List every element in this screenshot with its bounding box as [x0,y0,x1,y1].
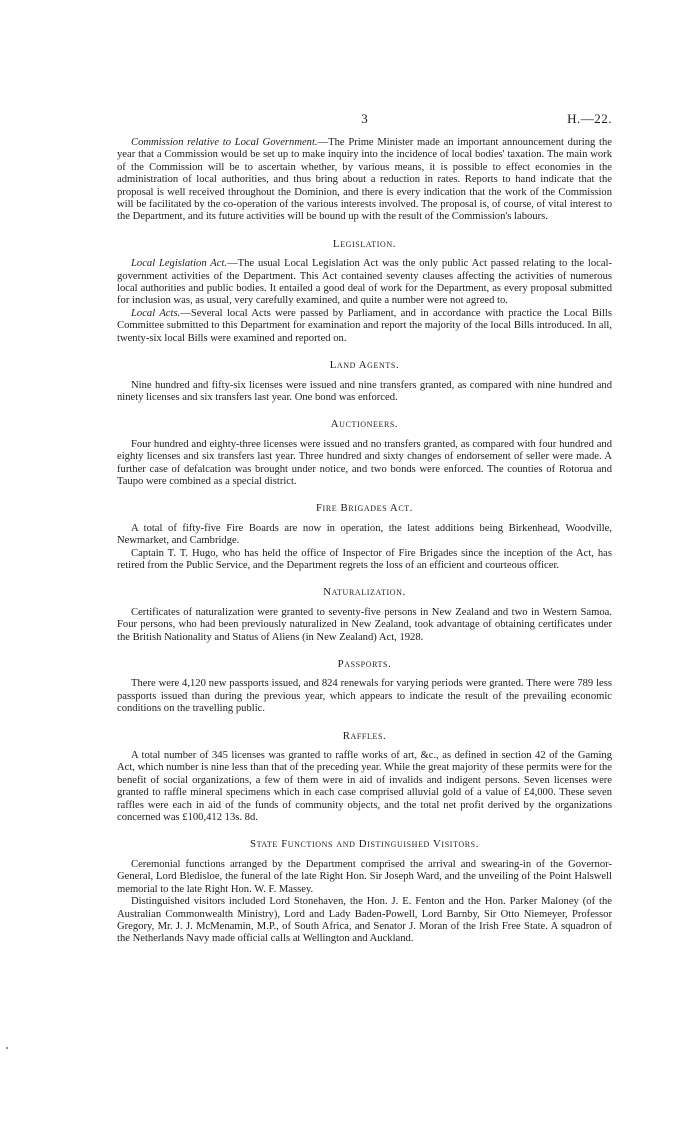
page-header [117,111,612,131]
naturalization-heading: Naturalization. [323,586,406,599]
local-legislation-text: —The usual Local Legislation Act was the only public Act passed relating to the local-government activities of the Department. This Act contained seventy clauses affecting the activities of numerous local authorities and public bodies. It entailed a good deal of work for the Department, as every proposal submitted for inclusion was, as usual, very carefully examined, and quite a number were not agreed to. [117,258,612,307]
state-functions-heading: State Functions and Distinguished Visitors. [249,838,480,851]
scan-speck [6,1047,8,1049]
state-functions-paragraph-2: Distinguished visitors included Lord Stonehaven, the Hon. J. E. Fenton and the Hon. Parker Maloney (of the Australian Commonwealth Ministry), Lord and Lady Baden-Powell, Lord Barnby, Sir Otto Niemeyer, Professor Gregory, Mr. J. J. McMenamin, M.P., of South Africa, and Senator J. Moran of the Irish Free State. A squadron of the Netherlands Navy made official calls at Wellington and Auckland. [117,896,612,945]
legislation-heading: Legislation. [332,237,397,250]
fire-brigades-heading: Fire Brigades Act. [315,502,414,515]
state-functions-paragraph-1: Ceremonial functions arranged by the Department comprised the arrival and swearing-in of the Governor-General, Lord Bledisloe, the funeral of the late Right Hon. Sir Joseph Ward, and the unveiling of the Point Halswell memorial to the late Right Hon. W. F. Massey. [117,858,612,895]
fire-brigades-paragraph-1: A total of fifty-five Fire Boards are now in operation, the latest additions being Birkenhead, Woodville, Newmarket, and Cambridge. [117,522,612,547]
local-acts-text: —Several local Acts were passed by Parliament, and in accordance with practice the Local Bills Committee submitted to this Department for examination and report the majority of the local Bills introduced. In all, twenty-six local Bills were examined and reported on. [117,307,612,344]
auctioneers-paragraph: Four hundred and eighty-three licenses were issued and no transfers granted, as compared with four hundred and eighty licenses and six transfers last year. Three hundred and sixty changes of endorsement of seller were made. A further case of defalcation was brought under notice, and two bonds were enforced. The counties of Rotorua and Taupo were combined as a special district. [117,438,612,487]
land-agents-paragraph: Nine hundred and fifty-six licenses were issued and nine transfers granted, as compared with nine hundred and ninety licenses and six transfers last year. One bond was enforced. [117,379,612,403]
land-agents-heading: Land Agents. [329,359,400,372]
passports-paragraph: There were 4,120 new passports issued, and 824 renewals for varying periods were granted. There were 789 less passports issued than during the previous year, which appears to indicate the result of the prevailing economic conditions on the travelling public. [117,678,612,715]
local-acts-paragraph [117,308,612,345]
page-number: 3 [361,111,368,126]
commission-paragraph [117,137,612,224]
local-legislation-paragraph [117,258,612,308]
body-text [117,137,612,946]
local-acts-run-in: Local Acts. [131,307,181,319]
passports-heading: Passports. [337,658,392,670]
raffles-heading: Raffles. [342,729,387,742]
commission-run-in: Commission relative to Local Government. [131,137,318,148]
fire-brigades-paragraph-2: Captain T. T. Hugo, who has held the office of Inspector of Fire Brigades since the inception of the Act, has retired from the Public Service, and the Department regrets the loss of an efficient and courteous officer. [117,547,612,571]
document-code: H.—22. [567,111,612,126]
naturalization-paragraph: Certificates of naturalization were granted to seventy-five persons in New Zealand and two in Western Samoa. Four persons, who had been previously naturalized in New Zealand, took advantage of obtaining certificates under the British Nationality and Status of Aliens (in New Zealand) Act, 1928. [117,606,612,643]
raffles-paragraph: A total number of 345 licenses was granted to raffle works of art, &c., as defined in section 42 of the Gaming Act, which number is nine less than that of the preceding year. While the great majority of these permits were for the benefit of social organizations, a few of them were in aid of invalids and indigent persons. Seven licenses were granted to raffle mineral specimens which in each case comprised alluvial gold of a value of £4,000. These seven raffles were each in aid of the funds of community objects, and the total net profit derived by the organizations concerned was £100,412 13s. 8d. [117,750,612,824]
local-legislation-run-in: Local Legislation Act. [131,258,228,270]
auctioneers-heading: Auctioneers. [330,418,399,431]
commission-text: —The Prime Minister made an important announcement during the year that a Commission would be set up to make inquiry into the incidence of local bodies' taxation. The main work of the Commission will be to ascertain whether, by various means, it is possible to effect economies in the administration of local authorities, and thus bring about a reduction in rates. Reports to hand indicate that the proposal is well received throughout the Dominion, and there is every indication that the work of the Commission will be facilitated by the co-operation of the various interests involved. The proposal is, of course, of vital interest to the Department, and its future activities will be bound up with the result of the Commission's labours. [117,137,612,223]
